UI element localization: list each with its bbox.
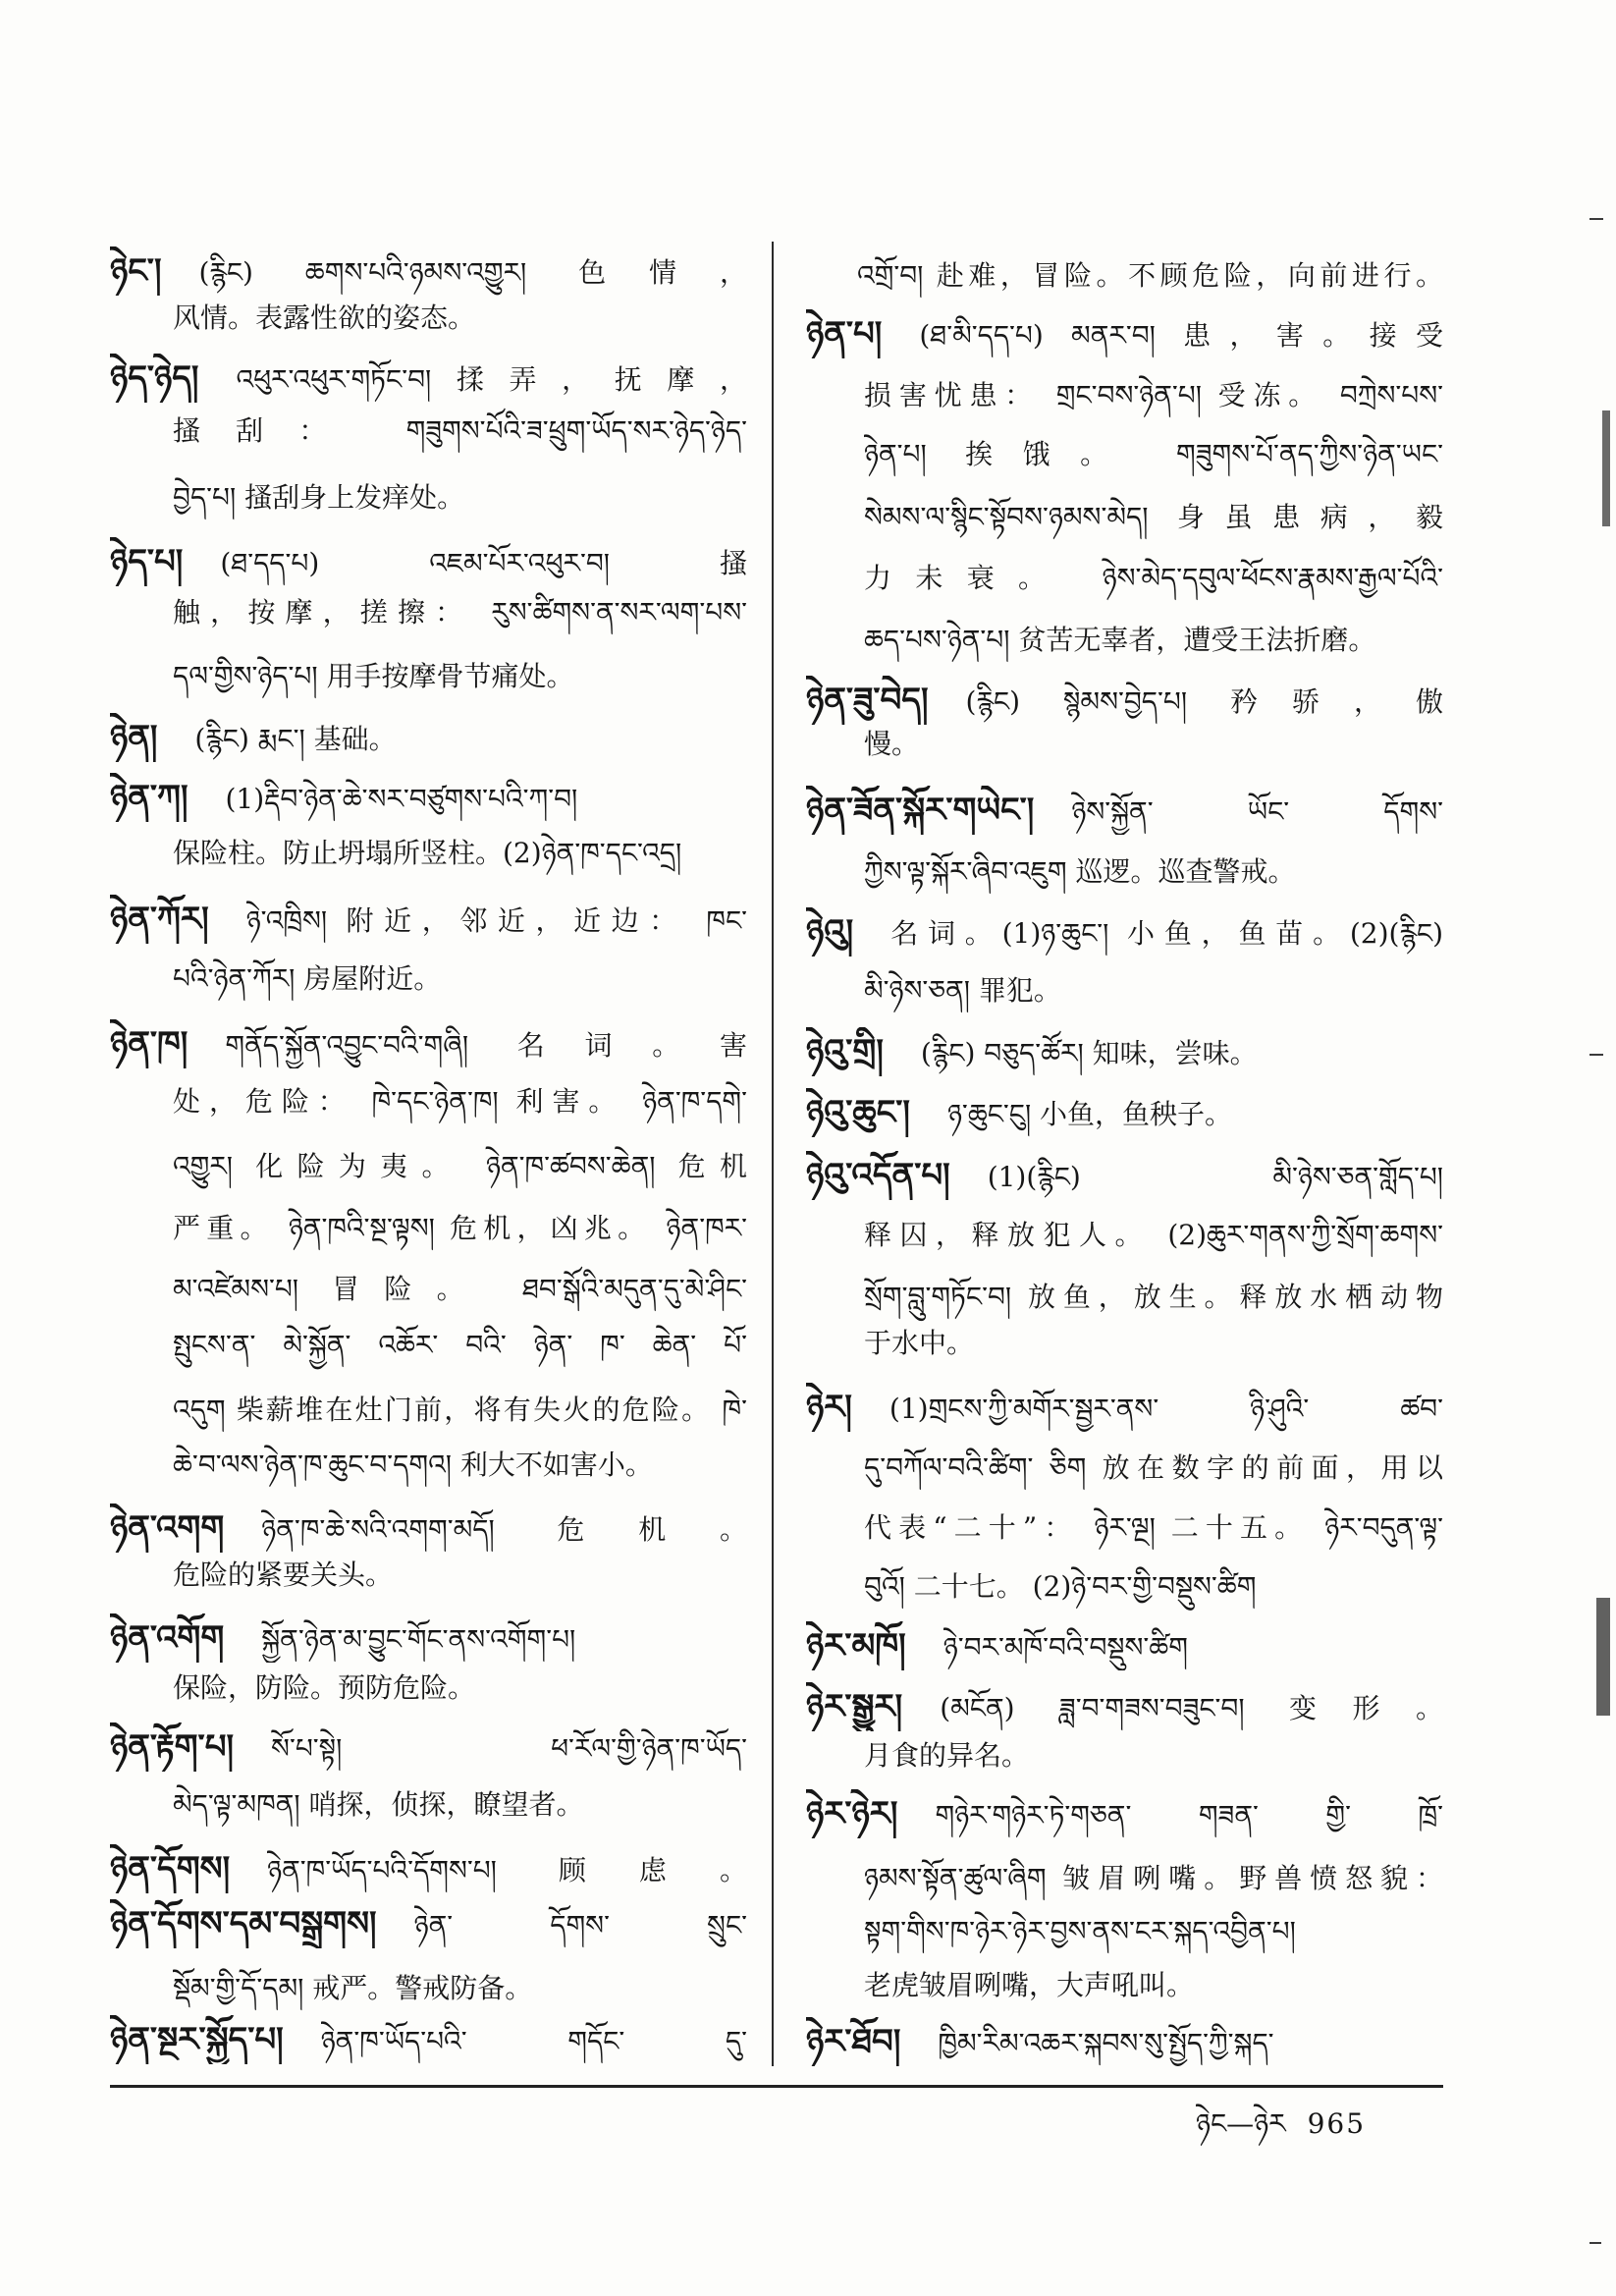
entry-definition-line: 损害忧患： གྲང་བས་ཉེན་པ། 受冻。 བཀྲེས་པས་: [864, 379, 1443, 411]
entry-definition-line: 保险柱。防止坍塌所竖柱。(2)ཉེན་ཁ་དང་འདྲ།: [173, 837, 682, 869]
entry-first-line: [110, 537, 747, 586]
entry-definition-line: 释囚，释放犯人。 (2)ཆུར་གནས་ཀྱི་སྲོག་ཆགས་: [864, 1219, 1443, 1251]
entry-definition-text: ཉེན་ དོགས་ སྲུང་: [413, 1909, 747, 1941]
entry-definition-line: 处，危险： ཁེ་དང་ཉེན་ཁ། 利害。 ཉེན་ཁ་དགེ་: [173, 1085, 747, 1118]
scan-mark: [1589, 1054, 1603, 1056]
scan-mark: [1602, 410, 1610, 526]
entry-first-line: [806, 1383, 1443, 1432]
entry-definition-text: (ཐ་དད་པ) འཇམ་པོར་འཕུར་བ། 搔: [220, 547, 747, 579]
entry-definition-line: སྡོམ་གྱི་དོ་དམ། 戒严。警戒防备。: [173, 1972, 533, 2004]
entry-definition-line: ཆེ་བ་ལས་ཉེན་ཁ་ཆུང་བ་དགའ། 利大不如害小。: [173, 1449, 653, 1481]
entry-definition-line: མ་འཛེམས་པ། 冒险。 ཐབ་སྒོའི་མདུན་དུ་མེ་ཤིང་: [173, 1273, 747, 1305]
entry-headword: ཉེར་སྒྱུར།: [806, 1687, 903, 1726]
entry-first-line: [110, 1019, 747, 1068]
entry-definition-line: 严重。 ཉེན་ཁའི་སྔ་ལྟས། 危机，凶兆。 ཉེན་ཁར་: [173, 1212, 747, 1244]
entry-headword: ཉེའུ་གྲི།: [806, 1032, 884, 1071]
entry-definition-text: 名词。(1)ཉ་ཆུང་། 小鱼，鱼苗。(2)(རྙིང): [890, 917, 1443, 950]
entry-definition-text: ཉ་ཆུང་ངུ། 小鱼，鱼秧子。: [946, 1098, 1233, 1130]
entry-definition-text: སོ་པ་སྟེ། ཕ་རོལ་གྱི་ཉེན་ཁ་ཡོད་: [271, 1732, 747, 1765]
entry-first-line: [110, 2015, 747, 2064]
entry-definition-line: ཆད་པས་ཉེན་པ། 贫苦无辜者，遭受王法折磨。: [864, 624, 1376, 656]
entry-definition-text: (རྙིང) རྨང་། 基础。: [194, 723, 397, 755]
entry-first-line: [806, 1151, 1443, 1200]
entry-first-line: [110, 1722, 747, 1772]
entry-definition-line: 保险，防险。预防危险。: [173, 1671, 476, 1704]
entry-headword: ཉེན་འགག: [110, 1508, 225, 1548]
scan-mark: [1589, 218, 1603, 220]
entry-definition-text: (1)གྲངས་ཀྱི་མགོར་སྦྱར་ནས་ ཉི་ཤུའི་ ཚབ་: [889, 1393, 1443, 1425]
page-number: 965: [1307, 2107, 1367, 2140]
entry-definition-text: གཉེར་གཉེར་ཏེ་གཅན་ གཟན་ གྱི་ ཁྲོ་: [935, 1799, 1443, 1831]
entry-first-line: [806, 1621, 1443, 1670]
entry-definition-line: དུ་བཀོལ་བའི་ཚིག་ ཅིག 放在数字的前面，用以: [864, 1451, 1443, 1484]
entry-definition-line: 搔刮： གཟུགས་པོའི་ཟ་ཕྲུག་ཡོད་སར་ཉེད་ཉེད་: [173, 414, 747, 447]
entry-first-line: [806, 786, 1443, 835]
footer-rule: [110, 2085, 1443, 2088]
entry-definition-text: (རྙིང) ཆགས་པའི་ཉམས་འགྱུར། 色情，: [198, 256, 747, 289]
entry-headword: ཉེར་ཐོབ།: [806, 2022, 901, 2061]
entry-first-line: [806, 1682, 1443, 1731]
entry-headword: ཉེད་ཉེད།: [110, 358, 199, 398]
entry-definition-text: སྐྱོན་ཉེན་མ་བྱུང་གོང་ནས་འགོག་པ།: [261, 1623, 576, 1656]
scan-mark: [1596, 1598, 1610, 1716]
entry-first-line: [110, 1503, 747, 1553]
entry-headword: ཉེན་ཟུ་བེད།: [806, 681, 929, 720]
entry-headword: ཉེན་ཟོན་སྐོར་གཡེང་།: [806, 791, 1035, 830]
entry-definition-text: ཉེན་ཁ་ཡོད་པའི་དོགས་པ། 顾虑。: [267, 1854, 747, 1886]
entry-definition-text: (མངོན) ཟླ་བ་གཟས་བཟུང་བ། 变形。: [940, 1692, 1443, 1724]
page-footer: [1196, 2100, 1451, 2149]
entry-definition-text: ཉེན་ཁ་ཆེ་སའི་འགག་མདོ། 危机。: [261, 1513, 747, 1546]
entry-definition-text: ཉེ་བར་མཁོ་བའི་བསྡུས་ཚིག: [943, 1631, 1188, 1664]
entry-headword: ཉེང་།: [110, 251, 162, 291]
entry-headword: ཉེར།: [806, 1388, 852, 1427]
entry-headword: ཉེའུ་ཆུང་།: [806, 1093, 910, 1132]
entry-headword: ཉེན་འགོག: [110, 1618, 225, 1658]
entry-headword: ཉེའུ།: [806, 912, 854, 952]
entry-definition-text: (ཐ་མི་དད་པ) མནར་བ། 患，害。接受: [919, 319, 1443, 352]
entry-first-line: [806, 1088, 1443, 1137]
entry-first-line: [110, 773, 747, 822]
entry-definition-line: སྤུངས་ན་ མེ་སྐྱོན་ འཆོར་ བའི་ ཉེན་ ཁ་ ཆེན་ པོ་: [173, 1329, 747, 1361]
entry-first-line: [806, 309, 1443, 358]
entry-definition-line: སེམས་ལ་སྙིང་སྟོབས་ཉམས་མེད། 身虽患病，毅: [864, 501, 1443, 533]
entry-definition-line: མི་ཉེས་ཅན། 罪犯。: [864, 974, 1061, 1007]
entry-definition-line: ཀྱིས་ལྟ་སྐོར་ཞིབ་འཇུག 巡逻。巡查警戒。: [864, 855, 1296, 888]
entry-headword: ཉེན་ཁ།: [110, 1024, 189, 1064]
column-divider: [772, 242, 774, 2066]
entry-headword: ཉེན་ཀ།: [110, 778, 189, 817]
entry-definition-text: གནོད་སྐྱོན་འབྱུང་བའི་གཞི། 名词。害: [225, 1029, 747, 1062]
entry-first-line: [806, 2017, 1443, 2066]
entry-first-line: [110, 1613, 747, 1663]
entry-definition-line: བུའོ། 二十七。 (2)ཉེ་བར་གྱི་བསྡུས་ཚིག: [864, 1570, 1257, 1603]
entry-headword: ཉེད་པ།: [110, 542, 184, 581]
entry-definition-line: 触，按摩，搓擦： རུས་ཚིགས་ན་སར་ལག་པས་: [173, 596, 747, 629]
entry-definition-line: འགྱུར། 化险为夷。 ཉེན་ཁ་ཚབས་ཆེན། 危机: [173, 1150, 747, 1182]
entry-first-line: [110, 246, 747, 296]
entry-definition-text: (1)(རྙིང) མི་ཉེས་ཅན་གློད་པ།: [987, 1161, 1443, 1193]
entry-definition-text: འཕུར་འཕུར་གཏོང་བ།揉弄，抚摩，: [236, 363, 747, 396]
entry-headword: ཉེན་རྟོག་པ།: [110, 1727, 235, 1767]
footer-guide-words: ཉེང—ཉེར: [1196, 2107, 1286, 2140]
entry-headword: ཉེར་མཁོ།: [806, 1626, 906, 1666]
entry-headword: ཉེན་ཀོར།: [110, 900, 209, 939]
entry-definition-line: ཉམས་སྟོན་ཚུལ་ཞིག 皱眉咧嘴。野兽愤怒貌：: [864, 1862, 1443, 1894]
entry-headword: ཉེན་སྔར་སྐྱོད་པ།: [110, 2020, 284, 2059]
entry-definition-line: 于水中。: [864, 1327, 975, 1359]
entry-first-line: [110, 354, 747, 403]
entry-definition-text: (རྙིང) བཅུད་ཚོར། 知味，尝味。: [920, 1037, 1258, 1069]
entry-first-line: [110, 713, 747, 762]
entry-headword: ཉེན་པ།: [806, 314, 883, 354]
entry-headword: ཉེར་ཉེར།: [806, 1794, 898, 1833]
entry-definition-line: 风情。表露性欲的姿态。: [173, 301, 476, 334]
entry-definition-text: ཁྱིམ་རིམ་འཆར་སྐབས་སུ་སྤྱོད་ཀྱི་སྐད་: [938, 2027, 1274, 2059]
scan-mark: [1589, 2242, 1601, 2244]
entry-definition-line: པའི་ཉེན་ཀོར། 房屋附近。: [173, 962, 442, 995]
entry-definition-text: (རྙིང) སྙེམས་བྱེད་པ། 矜骄，傲: [965, 685, 1443, 718]
entry-definition-line: 代表“二十”： ཉེར་ལྔ། 二十五。 ཉེར་བདུན་ལྟ་: [864, 1511, 1443, 1544]
entry-definition-text: ཉེ་འཁྲིས། 附近，邻近，近边： ཁང་: [245, 904, 747, 937]
entry-definition-text: ཉེན་ཁ་ཡོད་པའི་ གདོང་ དུ་: [320, 2025, 747, 2057]
entry-headword: ཉེན་དོགས་དམ་བསྒྲགས།: [110, 1904, 377, 1943]
entry-definition-line: 慢。: [864, 728, 920, 760]
entry-first-line: [110, 895, 747, 944]
entry-definition-line: འདུག 柴薪堆在灶门前，将有失火的危险。 ཁེ་: [173, 1394, 747, 1426]
entry-first-line: [806, 676, 1443, 725]
entry-definition-line: སྟག་གིས་ཁ་ཉེར་ཉེར་བྱས་ནས་ངར་སྐད་འབྱིན་པ།: [864, 1915, 1296, 1947]
entry-definition-line: ཉེན་པ། 挨饿。 གཟུགས་པོ་ནད་ཀྱིས་ཉེན་ཡང་: [864, 438, 1443, 470]
entry-first-line: [110, 1899, 747, 1948]
entry-definition-line: 月食的异名。: [864, 1739, 1030, 1772]
entry-definition-text: (1)རྡིབ་ཉེན་ཆེ་སར་བཙུགས་པའི་ཀ་བ།: [225, 783, 578, 815]
entry-first-line: [806, 907, 1443, 957]
entry-headword: ཉེའུ་འདོན་པ།: [806, 1156, 950, 1195]
entry-first-line: [806, 1789, 1443, 1838]
entry-definition-text: ཉེས་སྐྱོན་ ཡོང་ དོགས་: [1071, 795, 1443, 828]
entry-definition-line: 力未衰。 ཉེས་མེད་དབུལ་ཕོངས་རྣམས་རྒྱལ་པོའི་: [864, 562, 1443, 594]
entry-definition-line: མེད་ལྟ་མཁན། 哨探，侦探，瞭望者。: [173, 1788, 584, 1821]
entry-definition-line: 危险的紧要关头。: [173, 1558, 394, 1591]
entry-first-line: [110, 1844, 747, 1893]
entry-headword: ཉེན་དོགས།: [110, 1849, 231, 1888]
entry-definition-line: བྱེད་པ། 搔刮身上发痒处。: [173, 481, 465, 514]
entry-definition-line: དལ་གྱིས་ཉེད་པ། 用手按摩骨节痛处。: [173, 660, 574, 692]
entry-definition-line: སྲོག་བླུ་གཏོང་བ། 放鱼，放生。释放水栖动物: [864, 1281, 1443, 1313]
entry-first-line: [806, 1027, 1443, 1076]
entry-continuation-line: འགྲོ་བ། 赴难，冒险。不顾危险，向前进行。: [857, 259, 1443, 292]
entry-headword: ཉེན།: [110, 718, 158, 757]
entry-definition-line: 老虎皱眉咧嘴，大声吼叫。: [864, 1969, 1195, 2001]
